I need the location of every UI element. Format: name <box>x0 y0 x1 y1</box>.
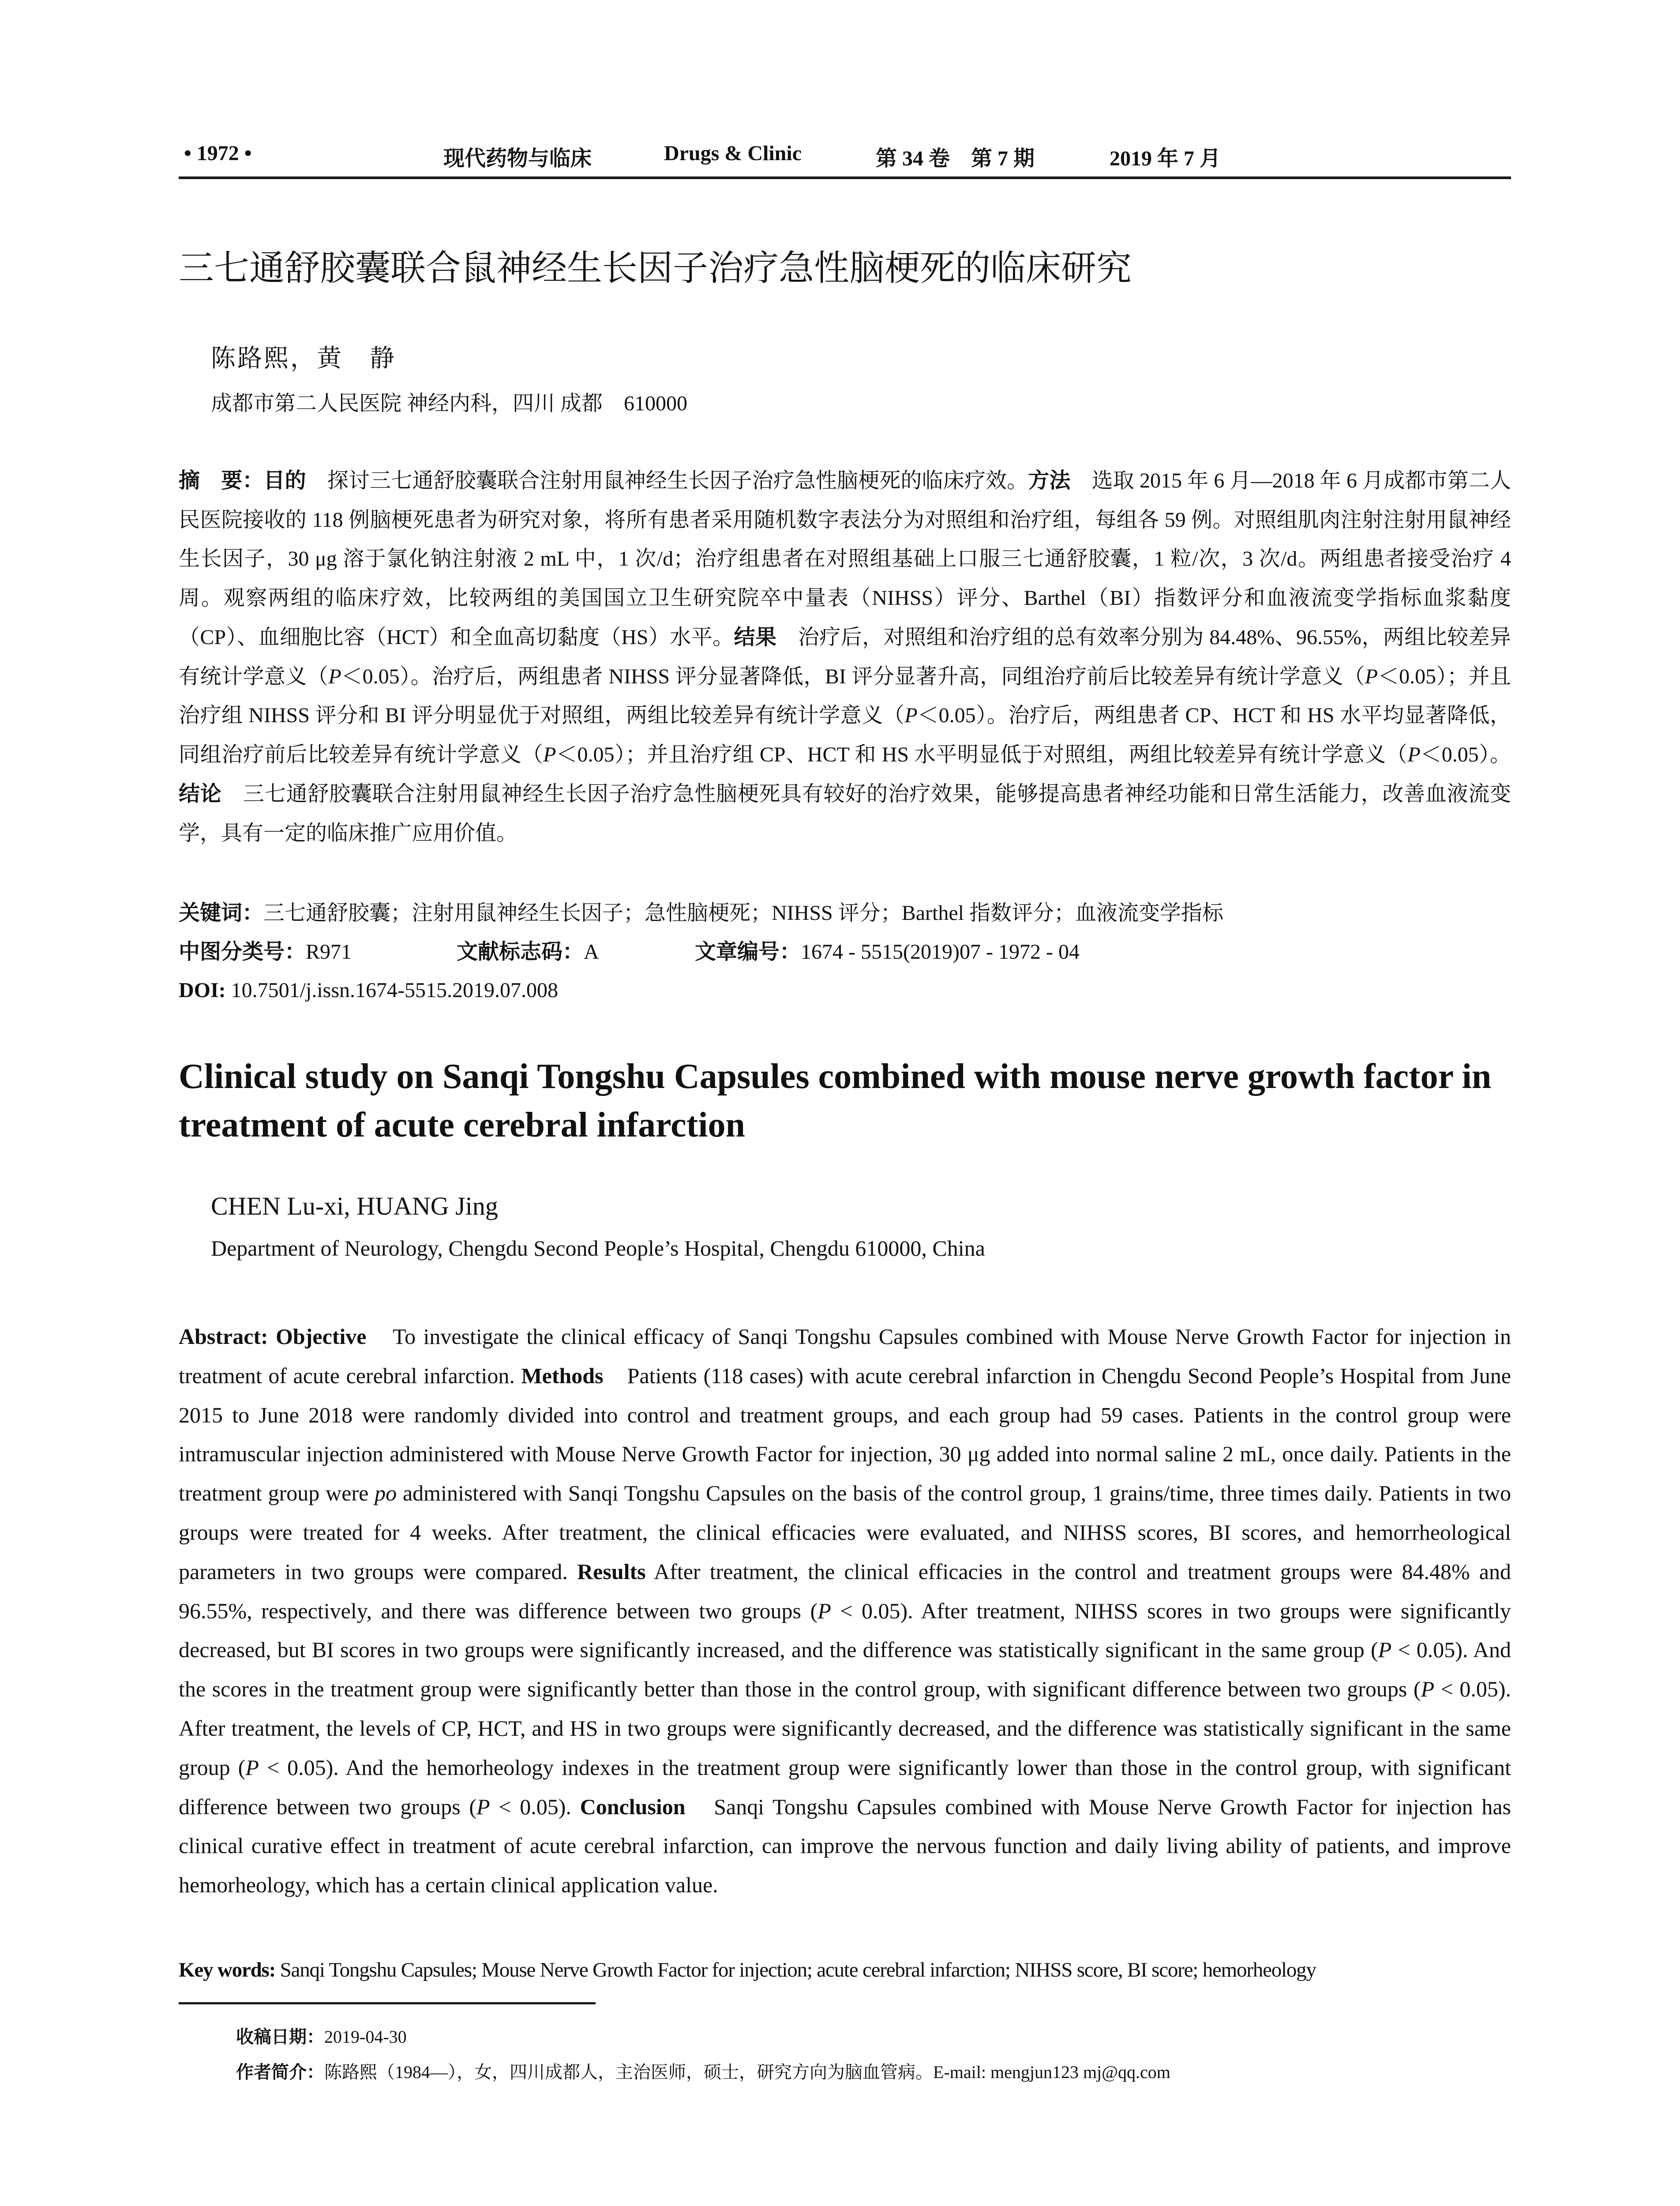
p-symbol: P <box>1407 743 1421 766</box>
authors-en: CHEN Lu-xi, HUANG Jing <box>211 1192 498 1220</box>
p-symbol: P <box>328 664 341 688</box>
bio-value: 陈路熙（1984—），女，四川成都人，主治医师，硕士，研究方向为脑血管病。E-mail: mengjun123 mj@qq.com <box>324 2062 1170 2082</box>
affiliation-en: Department of Neurology, Chengdu Second People’s Hospital, Chengdu 610000, China <box>211 1236 985 1261</box>
results-text-cn: ＜0.05）。治疗后，两组患者 CP、HCT 和 HS 水平均显著降低，同组治疗前后比较差异有统计学意义（ <box>179 704 1511 766</box>
keywords-text-en: Sanqi Tongshu Capsules; Mouse Nerve Growth Factor for injection; acute cerebral infarction; NIHSS score, BI score; hemorheology <box>275 1958 1316 1981</box>
keywords-label-en: Key words: <box>179 1958 276 1981</box>
objective-text-cn: 探讨三七通舒胶囊联合注射用鼠神经生长因子治疗急性脑梗死的临床疗效。 <box>306 469 1028 492</box>
results-text-cn: ＜0.05）；并且治疗组 NIHSS 评分和 BI 评分明显优于对照组，两组比较差异有统计学意义（ <box>179 664 1511 727</box>
conclusion-text-cn: 三七通舒胶囊联合注射用鼠神经生长因子治疗急性脑梗死具有较好的治疗效果，能够提高患者神经功能和日常生活能力，改善血液流变学，具有一定的临床推广应用价值。 <box>179 782 1511 845</box>
abstract-label-en: Abstract: <box>179 1324 268 1349</box>
clc-label: 中图分类号： <box>179 939 306 964</box>
page-number: • 1972 • <box>184 142 252 165</box>
p-symbol: P <box>1421 1677 1435 1702</box>
results-text-en: < 0.05). And the scores in the treatment group were significantly better than those in the control group, with significant difference between two groups ( <box>179 1637 1511 1702</box>
results-text-en: < 0.05). After treatment, the levels of CP, HCT, and HS in two groups were significantly decreased, and the difference was statistically significant in the same group ( <box>179 1677 1511 1780</box>
bio-label: 作者简介： <box>236 2062 324 2082</box>
methods-text-en: administered with Sanqi Tongshu Capsules on the basis of the control group, 1 grains/time, three times daily. Patients in two groups were treated for 4 weeks. After treatment, the clinical efficacies were evaluated, and NIHSS scores, BI scores, and hemorrheological parameters in two groups were compared. <box>179 1481 1511 1584</box>
methods-text-cn: 选取 2015 年 6 月—2018 年 6 月成都市第二人民医院接收的 118 例脑梗死患者为研究对象，将所有患者采用随机数字表法分为对照组和治疗组，每组各 59 例。对照组肌肉注射注射用鼠神经生长因子，30 μg 溶于氯化钠注射液 2 mL 中，1 次/d；治疗组患者在对照组基础上口服三七通舒胶囊，1 粒/次，3 次/d。两组患者接受治疗 4 周。观察两组的临床疗效，比较两组的美国国立卫生研究院卒中量表（NIHSS）评分、Barthel（BI）指数评分和血液流变学指标血浆黏度（CP）、血细胞比容（HCT）和全血高切黏度（HS）水平。 <box>179 469 1511 649</box>
doi-line <box>179 971 1511 1010</box>
methods-text-en: Patients (118 cases) with acute cerebral infarction in Chengdu Second People’s Hospital from June 2015 to June 2018 were randomly divided into control and treatment groups, and each group had 59 cases. Patients in the control group were intramuscular injection administered with Mouse Nerve Growth Factor for injection, 30 μg added into normal saline 2 mL, once daily. Patients in the treatment group were <box>179 1363 1511 1506</box>
journal-name-cn: 现代药物与临床 <box>443 147 592 170</box>
abstract-label-cn: 摘 要： <box>179 468 264 493</box>
keywords-label-cn: 关键词： <box>179 900 264 925</box>
methods-label-en: Methods <box>521 1363 604 1388</box>
results-text-en: < 0.05). And the hemorheology indexes in the treatment group were significantly lower than those in the control group, with significant difference between two groups ( <box>179 1755 1511 1819</box>
methods-label-cn: 方法 <box>1028 468 1071 493</box>
abstract-en <box>179 1317 1511 1905</box>
article-title-en: Clinical study on Sanqi Tongshu Capsules combined with mouse nerve growth factor in treatment of acute cerebral infarction <box>179 1057 1492 1144</box>
doi-value: 10.7501/j.issn.1674-5515.2019.07.008 <box>225 979 559 1002</box>
objective-label-cn: 目的 <box>263 468 306 493</box>
results-text-cn: ＜0.05）。 <box>1420 743 1511 766</box>
results-label-en: Results <box>577 1559 646 1584</box>
conclusion-text-en: Sanqi Tongshu Capsules combined with Mouse Nerve Growth Factor for injection has clinical curative effect in treatment of acute cerebral infarction, can improve the nervous function and daily living ability of patients, and improve hemorheology, which has a certain clinical application value. <box>179 1794 1511 1898</box>
article-number-value: 1674 - 5515(2019)07 - 1972 - 04 <box>801 940 1080 964</box>
p-symbol: P <box>543 743 556 766</box>
results-text-en: < 0.05). <box>490 1794 580 1819</box>
results-text-en: < 0.05). After treatment, NIHSS scores in two groups were significantly decreased, but BI scores in two groups were significantly increased, and the difference was statistically significant in the same group ( <box>179 1598 1511 1662</box>
results-text-cn: 治疗后，对照组和治疗组的总有效率分别为 84.48%、96.55%，两组比较差异有统计学意义（ <box>179 626 1511 688</box>
conclusion-label-cn: 结论 <box>179 781 222 806</box>
received-value: 2019-04-30 <box>324 2027 407 2047</box>
footnote-divider <box>179 2002 596 2004</box>
article-title-cn: 三七通舒胶囊联合鼠神经生长因子治疗急性脑梗死的临床研究 <box>179 248 1132 289</box>
p-symbol: P <box>1365 664 1378 688</box>
results-text-cn: ＜0.05）。治疗后，两组患者 NIHSS 评分显著降低，BI 评分显著升高，同组治疗前后比较差异有统计学意义（ <box>341 664 1365 688</box>
objective-label-en: Objective <box>268 1324 367 1349</box>
doc-code-label: 文献标志码： <box>457 939 584 964</box>
received-label: 收稿日期： <box>236 2027 324 2047</box>
journal-name-en: Drugs & Clinic <box>664 142 802 165</box>
authors-cn: 陈路熙，黄 静 <box>211 345 396 372</box>
p-symbol: P <box>818 1598 831 1623</box>
affiliation-cn: 成都市第二人民医院 神经内科，四川 成都 610000 <box>211 392 688 415</box>
doc-code-value: A <box>584 940 599 964</box>
author-bio <box>236 2058 1170 2083</box>
clc-value: R971 <box>306 940 352 964</box>
p-symbol: P <box>904 704 918 727</box>
doi-label: DOI: <box>179 979 226 1002</box>
p-symbol: P <box>476 1794 490 1819</box>
conclusion-label-en: Conclusion <box>580 1794 686 1819</box>
p-symbol: P <box>245 1755 259 1780</box>
issue-date: 2019 年 7 月 <box>1110 147 1221 170</box>
results-text-cn: ＜0.05）；并且治疗组 CP、HCT 和 HS 水平明显低于对照组，两组比较差异有统计学意义（ <box>556 743 1408 766</box>
results-label-cn: 结果 <box>734 625 777 649</box>
received-date <box>236 2023 407 2048</box>
results-text-en: After treatment, the clinical efficacies in the control and treatment groups were 84.48% and 96.55%, respectively, and there was difference between two groups ( <box>179 1559 1511 1623</box>
keywords-text-cn: 三七通舒胶囊；注射用鼠神经生长因子；急性脑梗死；NIHSS 评分；Barthel 指数评分；血液流变学指标 <box>263 901 1224 925</box>
abstract-cn <box>179 461 1511 853</box>
running-header <box>179 141 1511 179</box>
objective-text-en: To investigate the clinical efficacy of Sanqi Tongshu Capsules combined with Mouse Nerve Growth Factor for injection in treatment of acute cerebral infarction. <box>179 1324 1511 1388</box>
keywords-en <box>179 1952 1515 1988</box>
volume-issue: 第 34 卷 第 7 期 <box>876 147 1035 170</box>
classification-line <box>179 932 1511 972</box>
keywords-cn <box>179 893 1511 933</box>
article-number-label: 文章编号： <box>695 939 801 964</box>
po-term: po <box>375 1481 397 1506</box>
p-symbol: P <box>1378 1637 1392 1662</box>
